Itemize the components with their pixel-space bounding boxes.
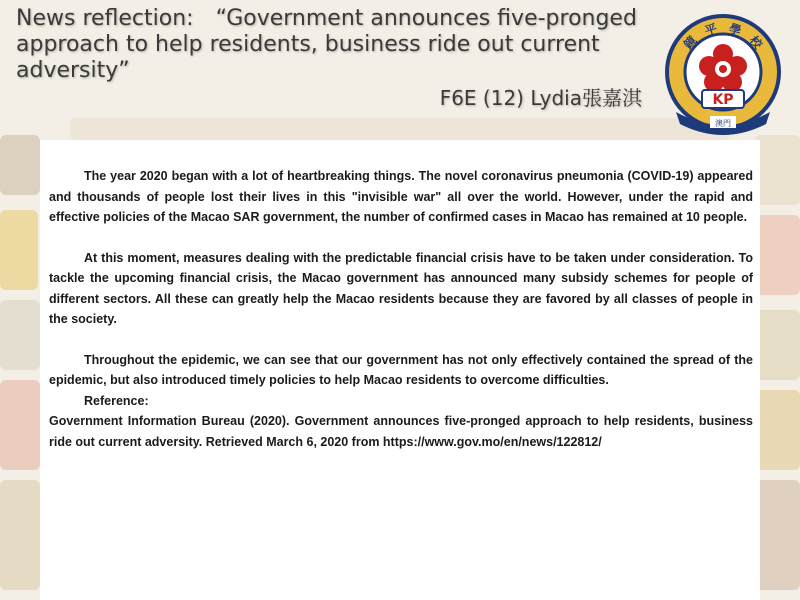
- collage-fragment: [755, 215, 800, 295]
- logo-banner-text: 澳門: [715, 119, 731, 128]
- content-panel: [40, 140, 760, 600]
- logo-char: 平: [703, 21, 719, 39]
- body-paragraph: At this moment, measures dealing with the predictable financial crisis have to be taken under consideration. To tackle the upcoming financial crisis, the Macao government has announced many subsidy schemes for people of different sectors. All these can greatly help the Macao residents because they are favored by all classes of people in the society.: [49, 250, 753, 326]
- body-paragraph: Throughout the epidemic, we can see that our government has not only effectively contained the spread of the epidemic, but also introduced timely policies to help Macao residents to overcome difficulties.: [49, 352, 753, 387]
- logo-char: 鏡: [681, 33, 700, 52]
- collage-fragment: [0, 135, 40, 195]
- collage-fragment: [70, 118, 730, 140]
- body-paragraph: The year 2020 began with a lot of heartbreaking things. The novel coronavirus pneumonia (COVID-19) appeared and thousands of people lost their lives in this "invisible war" all over the world. However, under the rapid and effective policies of the Macao SAR government, the number of confirmed cases in Macao has remained at 10 people.: [49, 169, 753, 224]
- collage-fragment: [755, 135, 800, 205]
- logo-char: 學: [727, 21, 743, 39]
- reference-heading: Reference:: [84, 393, 149, 408]
- collage-fragment: [755, 310, 800, 380]
- logo-char: 校: [746, 33, 765, 52]
- collage-fragment: [755, 390, 800, 470]
- collage-fragment: [755, 480, 800, 590]
- logo-initials: KP: [712, 92, 734, 108]
- school-logo: [662, 12, 784, 140]
- collage-fragment: [0, 210, 38, 290]
- collage-fragment: [0, 300, 40, 370]
- author-line: F6E (12) Lydia張嘉淇: [439, 86, 642, 110]
- page-title: News reflection: “Government announces five-pronged approach to help residents, business ride out current adversity”: [16, 6, 637, 83]
- collage-fragment: [0, 480, 40, 590]
- reference-text: Government Information Bureau (2020). Government announces five-pronged approach to help residents, business ride out current adversity. Retrieved March 6, 2020 from https://www.gov.mo/en/news/122812/: [49, 414, 753, 449]
- collage-fragment: [0, 380, 40, 470]
